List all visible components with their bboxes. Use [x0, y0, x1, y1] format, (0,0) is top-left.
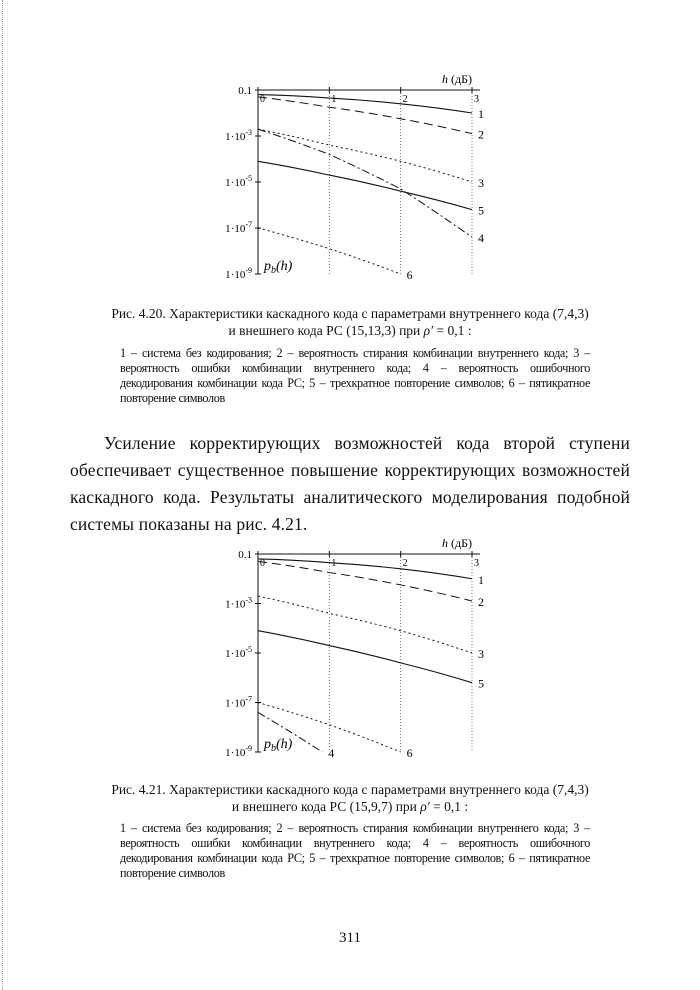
y-axis-label-arg: (h) [276, 737, 293, 752]
y-tick-exponent: -5 [245, 645, 252, 654]
y-tick-exponent: -9 [245, 744, 252, 753]
y-tick-label: $1\cdot 10^{-3}$ [225, 595, 252, 611]
y-tick-label: $1\cdot 10^{-9}$ [225, 744, 252, 759]
x-tick-label: 1 [331, 94, 337, 105]
page-number: 311 [339, 930, 361, 946]
y-axis-label-p: p [264, 259, 271, 274]
y-tick-exponent: -3 [245, 128, 252, 137]
y-tick-label: $1\cdot 10^{-7}$ [225, 694, 252, 710]
x-axis-label [442, 72, 472, 86]
series-line-3 [258, 596, 472, 653]
series-label-2: 2 [478, 595, 484, 610]
series-label-1: 1 [478, 572, 484, 587]
caption-line-2 [60, 322, 640, 339]
caption-line-2-prefix: и внешнего кода РС (15,13,3) при [228, 323, 421, 338]
caption-param-value: = 0,1 : [436, 323, 472, 338]
series-label-5: 5 [478, 676, 484, 691]
series-line-3 [258, 129, 472, 182]
y-tick-label: 0.1 [238, 85, 252, 97]
page-border [2, 0, 3, 990]
x-axis-label [442, 536, 472, 550]
y-axis-label-p: p [264, 737, 271, 752]
x-axis-label-var: h [442, 536, 448, 550]
series-line-5 [258, 161, 472, 209]
series-label-5: 5 [478, 203, 484, 218]
y-tick-exponent: -7 [245, 220, 252, 229]
caption-param-value: = 0,1 : [433, 799, 469, 814]
x-tick-label: 0 [260, 94, 265, 105]
y-tick-label: $1\cdot 10^{-5}$ [225, 645, 252, 660]
y-tick-exponent: -9 [245, 266, 252, 275]
y-axis-label [263, 737, 293, 754]
series-line-5 [258, 631, 472, 683]
series-line-2 [258, 97, 472, 134]
series-line-1 [258, 559, 472, 579]
series-label-6: 6 [406, 268, 413, 282]
y-axis-label [263, 259, 293, 276]
y-axis-label-sub: b [271, 265, 276, 276]
caption-line-1: Рис. 4.21. Характеристики каскадного кода с параметрами внутреннего кода (7,4,3) [111, 782, 589, 797]
y-tick-label: $1\cdot 10^{-7}$ [225, 220, 252, 235]
chart-svg [210, 68, 510, 284]
series-label-6: 6 [406, 746, 413, 760]
y-tick-exponent: -7 [245, 694, 252, 704]
body-paragraph: Усиление корректирующих возможностей кода второй ступени обеспечивает существенное повышение корректирующих возможностей каскадного кода. Результаты аналитического моделирования подобной системы показаны на рис. 4.21. [70, 433, 630, 534]
figure-legend: 1 – система без кодирования; 2 – вероятность стирания комбинации внутреннего кода; 3 – вероятность ошибки комбинации внутреннего кода; 4 – вероятность ошибочного декодирования комбинации кода РС; 5 – трехкратное повторение символов; 6 – пятикратное повторение символов [120, 821, 590, 880]
y-tick-label: 0.1 [238, 549, 252, 561]
series-label-2: 2 [478, 127, 484, 142]
y-tick-exponent: -5 [245, 174, 252, 183]
x-axis-label-unit: (дБ) [448, 72, 472, 86]
chart-svg [210, 532, 510, 762]
series-label-1: 1 [478, 107, 484, 121]
series-label-4: 4 [328, 746, 335, 760]
y-axis-label-sub: b [271, 743, 276, 754]
series-label-4: 4 [478, 231, 484, 246]
caption-param-symbol: ρ′ [423, 323, 434, 338]
figure-chart [210, 68, 510, 284]
x-tick-label: 0 [260, 558, 265, 569]
figure-legend: 1 – система без кодирования; 2 – вероятность стирания комбинации внутреннего кода; 3 – вероятность ошибки комбинации внутреннего кода; 4 – вероятность ошибочного декодирования комбинации кода РС; 5 – трехкратное повторение символов; 6 – пятикратное повторение символов [120, 346, 590, 405]
figure-caption [60, 781, 640, 815]
figure-chart [210, 532, 510, 762]
x-axis-label-var: h [442, 72, 448, 86]
x-tick-label: 3 [474, 558, 479, 569]
caption-param-symbol: ρ′ [420, 799, 430, 814]
figure-caption [60, 305, 640, 339]
y-tick-label: $1\cdot 10^{-9}$ [225, 266, 252, 281]
y-axis-label-arg: (h) [276, 259, 293, 274]
y-tick-label: $1\cdot 10^{-3}$ [225, 128, 252, 143]
x-tick-label: 3 [474, 94, 479, 105]
x-tick-label: 2 [402, 558, 408, 569]
y-tick-label: $1\cdot 10^{-5}$ [225, 174, 252, 189]
series-label-3: 3 [478, 176, 484, 190]
caption-line-2 [60, 798, 640, 815]
series-line-2 [258, 561, 472, 601]
caption-line-2-prefix: и внешнего кода РС (15,9,7) при [231, 799, 417, 814]
x-tick-label: 2 [402, 94, 408, 105]
x-tick-label: 1 [331, 558, 337, 569]
y-tick-exponent: -3 [245, 595, 252, 605]
series-line-1 [258, 95, 472, 113]
caption-line-1: Рис. 4.20. Характеристики каскадного кода с параметрами внутреннего кода (7,4,3) [111, 306, 589, 321]
x-axis-label-unit: (дБ) [448, 536, 472, 550]
series-label-3: 3 [478, 647, 484, 661]
